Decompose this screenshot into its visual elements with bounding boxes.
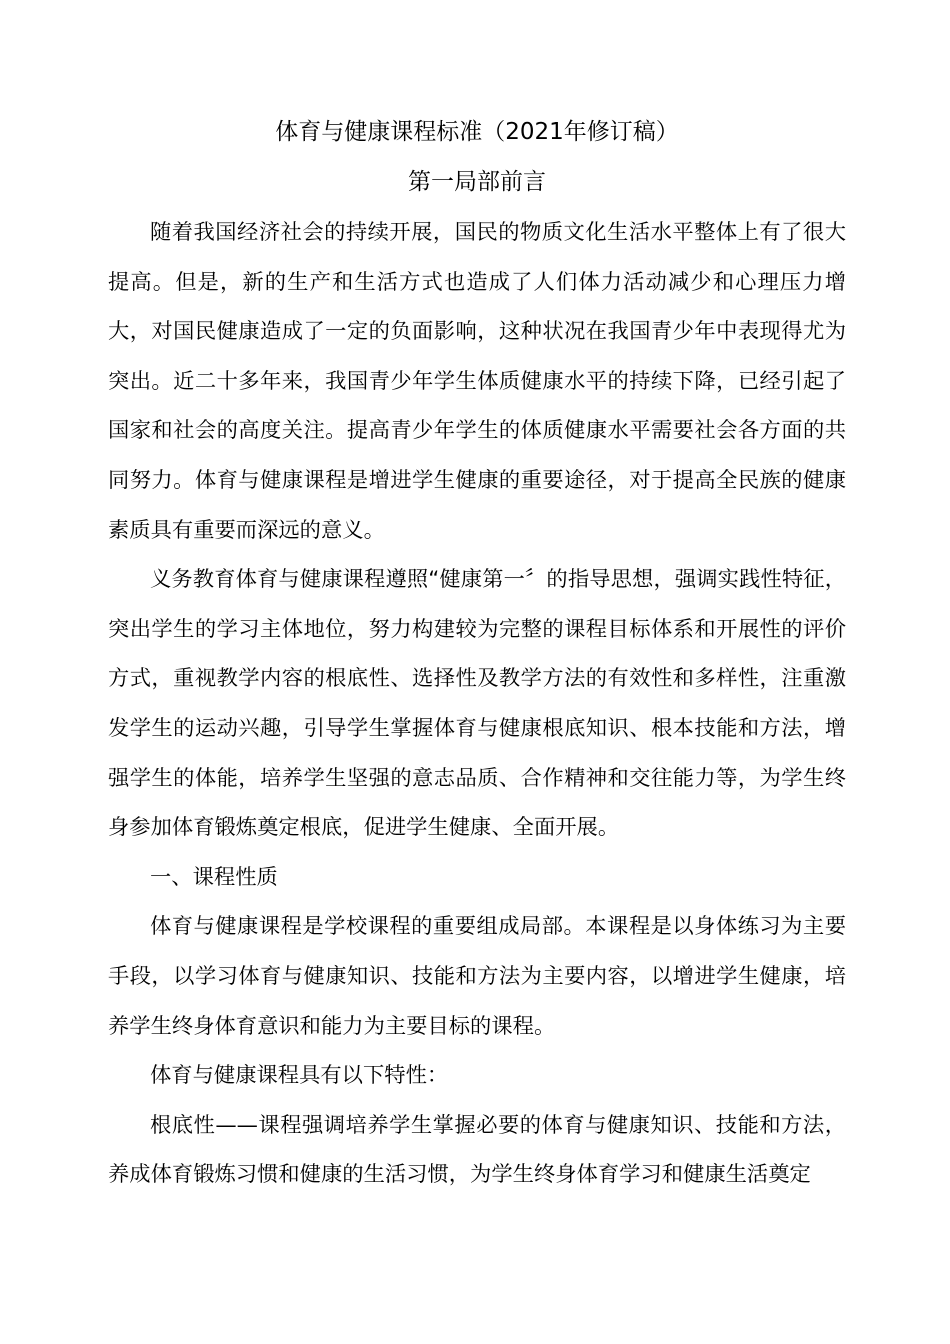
- document-title: 体育与健康课程标准（2021年修订稿）: [275, 119, 679, 145]
- document-page: [108, 112, 846, 1200]
- paragraph-intro: 随着我国经济社会的持续开展，国民的物质文化生活水平整体上有了很大提高。但是，新的生产和生活方式也造成了人们体力活动减少和心理压力增大，对国民健康造成了一定的负面影响，这种状况在我国青少年中表现得尤为突出。近二十多年来，我国青少年学生体质健康水平的持续下降，已经引起了国家和社会的高度关注。提高青少年学生的体质健康水平需要社会各方面的共同努力。体育与健康课程是增进学生健康的重要途径，对于提高全民族的健康素质具有重要而深远的意义。: [108, 220, 846, 543]
- paragraph-course-nature: 体育与健康课程是学校课程的重要组成局部。本课程是以身体练习为主要手段，以学习体育与健康知识、技能和方法为主要内容，以增进学生健康，培养学生终身体育意识和能力为主要目标的课程。: [108, 914, 846, 1039]
- paragraph-basic-nature: 根底性——课程强调培养学生掌握必要的体育与健康知识、技能和方法，养成体育锻炼习惯和健康的生活习惯，为学生终身体育学习和健康生活奠定: [108, 1112, 846, 1188]
- paragraph-guiding-ideology: 义务教育体育与健康课程遵照“健康第一〞的指导思想，强调实践性特征，突出学生的学习主体地位，努力构建较为完整的课程目标体系和开展性的评价方式，重视教学内容的根底性、选择性及教学方法的有效性和多样性，注重激发学生的运动兴趣，引导学生掌握体育与健康根底知识、根本技能和方法，增强学生的体能，培养学生坚强的意志品质、合作精神和交往能力等，为学生终身参加体育锻炼奠定根底，促进学生健康、全面开展。: [108, 567, 846, 841]
- section-heading: 第一局部前言: [408, 169, 546, 195]
- paragraph-characteristics-intro: 体育与健康课程具有以下特性：: [150, 1063, 449, 1089]
- heading-course-nature: 一、课程性质: [150, 864, 278, 890]
